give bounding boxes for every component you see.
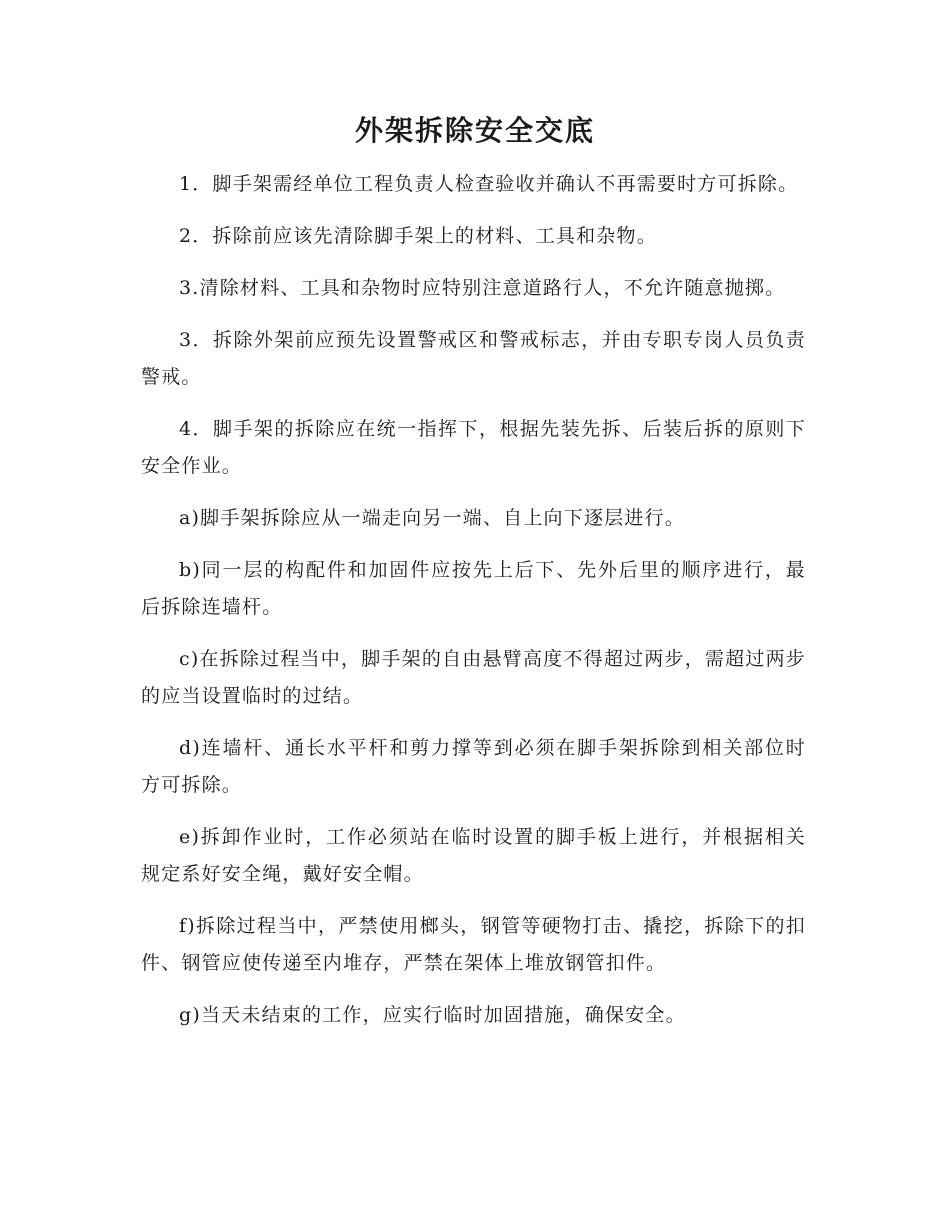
- paragraph-c: c)在拆除过程当中，脚手架的自由悬臂高度不得超过两步，需超过两步的应当设置临时的过结。: [141, 648, 806, 707]
- document-body: [141, 166, 806, 1049]
- paragraph-f: f)拆除过程当中，严禁使用榔头，钢管等硬物打击、撬挖，拆除下的扣件、钢管应使传递至内堆存，严禁在架体上堆放钢管扣件。: [141, 915, 806, 974]
- paragraph-a: a)脚手架拆除应从一端走向另一端、自上向下逐层进行。: [179, 507, 685, 529]
- document-title: 外架拆除安全交底: [354, 114, 595, 147]
- paragraph-e: e)拆卸作业时，工作必须站在临时设置的脚手板上进行，并根据相关规定系好安全绳，戴好安全帽。: [141, 826, 806, 885]
- paragraph-3: 3.清除材料、工具和杂物时应特别注意道路行人，不允许随意抛掷。: [179, 277, 786, 299]
- paragraph-4: 3．拆除外架前应预先设置警戒区和警戒标志，并由专职专岗人员负责警戒。: [141, 329, 806, 388]
- paragraph-5: 4．脚手架的拆除应在统一指挥下，根据先装先拆、后装后拆的原则下安全作业。: [141, 418, 806, 477]
- paragraph-d: d)连墙杆、通长水平杆和剪力撑等到必须在脚手架拆除到相关部位时方可拆除。: [141, 737, 806, 796]
- paragraph-1: 1．脚手架需经单位工程负责人检查验收并确认不再需要时方可拆除。: [179, 173, 799, 195]
- paragraph-g: g)当天未结束的工作，应实行临时加固措施，确保安全。: [179, 1004, 686, 1026]
- paragraph-b: b)同一层的构配件和加固件应按先上后下、先外后里的顺序进行，最后拆除连墙杆。: [141, 559, 806, 618]
- paragraph-2: 2．拆除前应该先清除脚手架上的材料、工具和杂物。: [179, 225, 657, 247]
